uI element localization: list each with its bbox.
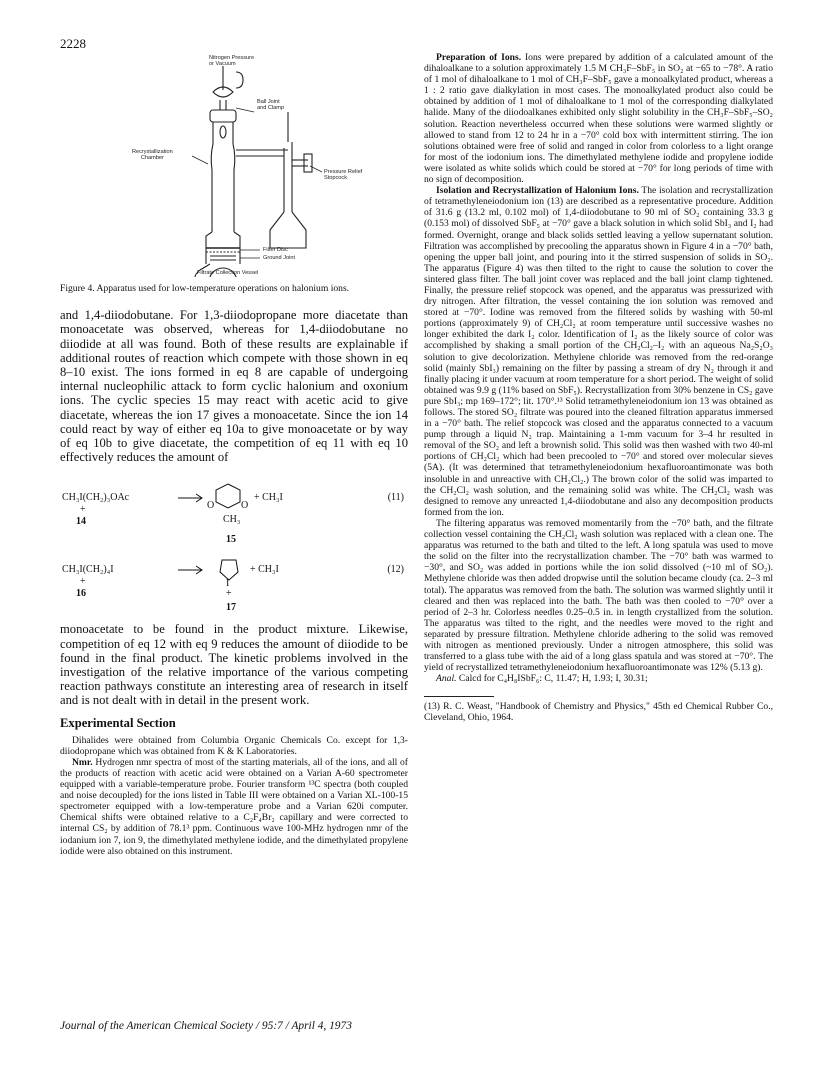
isolation-paragraph: [424, 185, 773, 518]
isolation-run-in-head: Isolation and Recrystallization of Halonium Ions.: [436, 185, 639, 197]
anal-head: Anal.: [436, 673, 457, 685]
anal-body: Calcd for C₄H₈ISbF₆: C, 11.47; H, 1.93; I, 30.31;: [456, 673, 648, 685]
label-filter-disc: Filter Disc: [263, 247, 288, 253]
prep-run-in-head: Preparation of Ions.: [436, 52, 522, 63]
eq12-reactant: CH₃I(CH₂)₄I: [62, 564, 114, 576]
label-ground-joint: Ground Joint: [263, 255, 296, 261]
eq12-label-16: 16: [76, 588, 86, 600]
eq12-plus-charge: +: [80, 576, 86, 588]
experimental-section-heading: Experimental Section: [60, 715, 176, 730]
eq11-product: + CH₃I: [254, 492, 283, 504]
eq11-plus-charge: +: [80, 504, 86, 516]
apparatus-drawing: [60, 52, 408, 277]
exp-paragraph-dihalides: Dihalides were obtained from Columbia Organic Chemicals Co. except for 1,3-diiodopropane which was obtained from K & K Laboratories.: [60, 734, 408, 757]
isolation-body: The isolation and recrystallization of tetramethyleneiodonium ion (13) are described as a representative procedure. Addition of 31.6 g (13.2 ml, 0.102 mol) of 1,4-diiodobutane to 90 ml of SO₂ containing 33.3 g (0.153 mol) of dissolved SbF₅ at −70° gave a black solution in which solid SbI₃ and I₂ had formed. Overnight, orange and black solids settled leaving a yellow supernatant solution. Filtration was accomplished by precooling the apparatus shown in Figure 4 in a −70° bath, opening the upper ball joint, and pouring into it the stirred suspension of solids in SO₂. The apparatus (Figure 4) was then tilted to the right to cause the solution to cover the sintered glass filter. The ball joint cover was replaced and the ball joint clamp tightened. Finally, the pressure relief stopcock was opened, and the apparatus was pressurized with dry nitrogen. After filtration, the vessel containing the ion solution was removed and stored at −70°. Iodine was removed from the filtered solids by washing with 50-ml portions (approximately 9) of CH₂Cl₂ at room temperature until successive washes no longer exhibited the dark I₂ color. Identification of I₂ as the likely source of color was accomplished by shaking a small portion of the CH₂Cl₂–I₂ with an aqueous Na₂S₂O₃ solution to give decolorization. Methylene chloride was removed from the red-orange solid (mainly SbI₃) remaining on the filter by passing a stream of dry N₂ through it and finally placing it under vacuum at room temperature for a short period. The weight of solid obtained was 9.9 g (11% based on SbF₅). Recrystallization from 30% benzene in CS₂ gave pure SbI₃; mp 169–172°; lit. 170°.¹³ Solid tetramethyleneiodonium ion 13 was obtained as follows. The stored SO₂ filtrate was poured into the cleaned filtration apparatus immersed in a −70° bath. The relief stopcock was closed and the apparatus connected to a vacuum pump through a liquid N₂ trap. Maintaining a 1-mm vacuum for 3–4 hr resulted in removal of the SO₂ and left a brownish solid. This solid was then washed with two 40-ml portions of CH₂Cl₂ which had been precooled to −70° and stored over molecular sieves (5A). (It was determined that tetramethyleneiodonium hexafluoroantimonate was both insoluble in and unreactive with CH₂Cl₂.) The brown color of the solid was imparted to the CH₂Cl₂ wash solution, and the remaining solid was white. The CH₂Cl₂ wash was designed to remove any unreacted 1,4-diiodobutane and also any decomposition products formed from the ion.: [424, 185, 773, 518]
figure-4-apparatus: [60, 52, 408, 277]
right-column: [424, 52, 773, 724]
eq11-number: (11): [387, 492, 404, 504]
filtering-paragraph: The filtering apparatus was removed momentarily from the −70° bath, and the filtrate collection vessel containing the CH₂Cl₂ wash solution was replaced with a clean one. The apparatus was returned to the bath and tilted to the left. A long spatula was used to move the solid on the filter into the recrystallization chamber. The −70° bath was warmed to −30°, and SO₂ was added in portions while the ion solid dissolved (~10 ml of SO₂). Methylene chloride was then added dropwise until the solution became cloudy (ca. 2–3 ml total). The apparatus was removed from the bath. The solution was warmed slightly until it cleared and then was replaced into the bath. The bath was then cooled to −70° over a period of 2–3 hr. Colorless needles 0.25–0.5 in. in length crystallized from the solution. The apparatus was tilted to the right, and the needles were moved to the right and separated by pressure filtration. Methylene chloride adhering to the solid was removed with nitrogen as mentioned previously. Under a nitrogen atmosphere, this solid was transferred to a glass tube with the aid of a long glass spatula and was stored at −70°. The yield of recrystallized tetramethyleneiodonium hexafluoroantimonate was 12% (5.13 g).: [424, 517, 773, 674]
label-pressure-relief: Pressure Relief Stopcock: [324, 169, 363, 182]
prep-paragraph: [424, 52, 773, 185]
prep-body: Ions were prepared by addition of a calculated amount of the dihaloalkane to a solution approximately 1.5 M CH₃F–SbF₅ in SO₂ at −65 to −78°. A ratio of 1 mol of dihaloalkane to 1 mol of CH₃F–SbF₅ gave a monoalkylated product, whereas a 1 : 2 ratio gave dialkylation in most cases. The monoalkylated product also could be obtained by addition of 1 mol of dihaloalkane to 1 mol of the corresponding dialkylated halide. Many of the diiodoalkanes exhibited only slight solubility in the CH₃F–SbF₅–SO₂ solution. Reaction nevertheless occurred when these solutions were warmed slightly or allowed to stand from 12 to 24 hr in a −70° cold box with intermittent stirring. The ion solutions obtained were free of solid and ranged in color from colorless to a light orange for most of the iodonium ions. The dimethylated methylene iodide and propylene iodide were isolated as white solids which could be stored at −70° for long periods of time with no sign of decomposition.: [424, 52, 773, 186]
eq11-label-15: 15: [226, 534, 236, 546]
nmr-run-in-head: Nmr.: [72, 756, 93, 768]
footnote-rule: [424, 696, 494, 697]
eq12-ring-i: I: [226, 578, 230, 590]
eq12-label-17: 17: [226, 602, 236, 614]
eq11-label-14: 14: [76, 516, 86, 528]
figure-caption: Figure 4. Apparatus used for low-temperature operations on halonium ions.: [60, 283, 350, 294]
left-paragraph-2: monoacetate to be found in the product mixture. Likewise, competition of eq 12 with eq 9 reduces the amount of diiodide to be found in the final product. The kinetic problems involved in the investigation of the relative importance of the various competing reaction pathways constitute an interesting area of research in itself and is not dealt with in detail in the present work.: [60, 622, 408, 708]
footnote-13: (13) R. C. Weast, "Handbook of Chemistry and Physics," 45th ed Chemical Rubber Co., Cleveland, Ohio, 1964.: [424, 701, 773, 724]
eq11-ring-ch3: CH₃: [223, 514, 241, 526]
equations-block: [60, 476, 408, 616]
left-column: [60, 52, 408, 857]
exp-paragraph-nmr: [60, 757, 408, 857]
eq12-ring-plus: +: [226, 588, 232, 600]
eq11-ring-o1: O: [207, 500, 215, 512]
eq11-reactant: CH₃I(CH₂)₃OAc: [62, 492, 130, 504]
analysis-paragraph: [424, 673, 773, 684]
nmr-body: Hydrogen nmr spectra of most of the starting materials, all of the ions, and all of the products of reaction with acetic acid were obtained on a Varian A-60 spectrometer equipped with a variable-temperature probe. Fourier transform ¹³C spectra (both coupled and noise decoupled) for the ions listed in Table III were obtained on a Varian XL-100-15 spectrometer equipped with a low-temperature probe and a Varian 620i computer. Chemical shifts were obtained relative to a C₂F₄Br₂ capillary and were corrected to internal CS₂ by addition of 78.1³ ppm. Continuous wave 100-MHz hydrogen nmr of the iodanium ion 7, ion 9, the dimethylated methylene iodide, and the dimethylated propylene iodide were also obtained on this instrument.: [60, 756, 408, 857]
eq12-product: + CH₃I: [250, 564, 279, 576]
label-filtrate-vessel: Filtrate Collection Vessel: [197, 270, 259, 276]
eq11-ring-o2: O: [241, 500, 249, 512]
eq12-number: (12): [387, 564, 404, 576]
left-paragraph-1: and 1,4-diiodobutane. For 1,3-diiodopropane more diacetate than monoacetate was observed, whereas for 1,4-diiodobutane no diiodide at all was found. Both of these results are explainable if additional routes of reaction which compete with those shown in eq 8–10 exist. The ions formed in eq 8 are capable of undergoing internal nucleophilic attack to form cyclic halonium and oxonium ions. The cyclic species 15 may react with acetic acid to give diacetate, whereas the ion 17 gives a monoacetate. Since the ion 14 could react by way of either eq 10a to give monoacetate or by way of eq 10b to give diacetate, the competition of eq 11 with eq 10 effectively reduces the amount of: [60, 308, 408, 465]
page-number: 2228: [60, 36, 86, 51]
label-recrystallization: Recrystallization Chamber: [132, 149, 173, 162]
journal-footer: Journal of the American Chemical Society / 95:7 / April 4, 1973: [60, 1020, 352, 1032]
label-nitrogen: Nitrogen Pressure or Vacuum: [209, 55, 255, 68]
label-ball-joint: Ball Joint and Clamp: [257, 99, 285, 112]
